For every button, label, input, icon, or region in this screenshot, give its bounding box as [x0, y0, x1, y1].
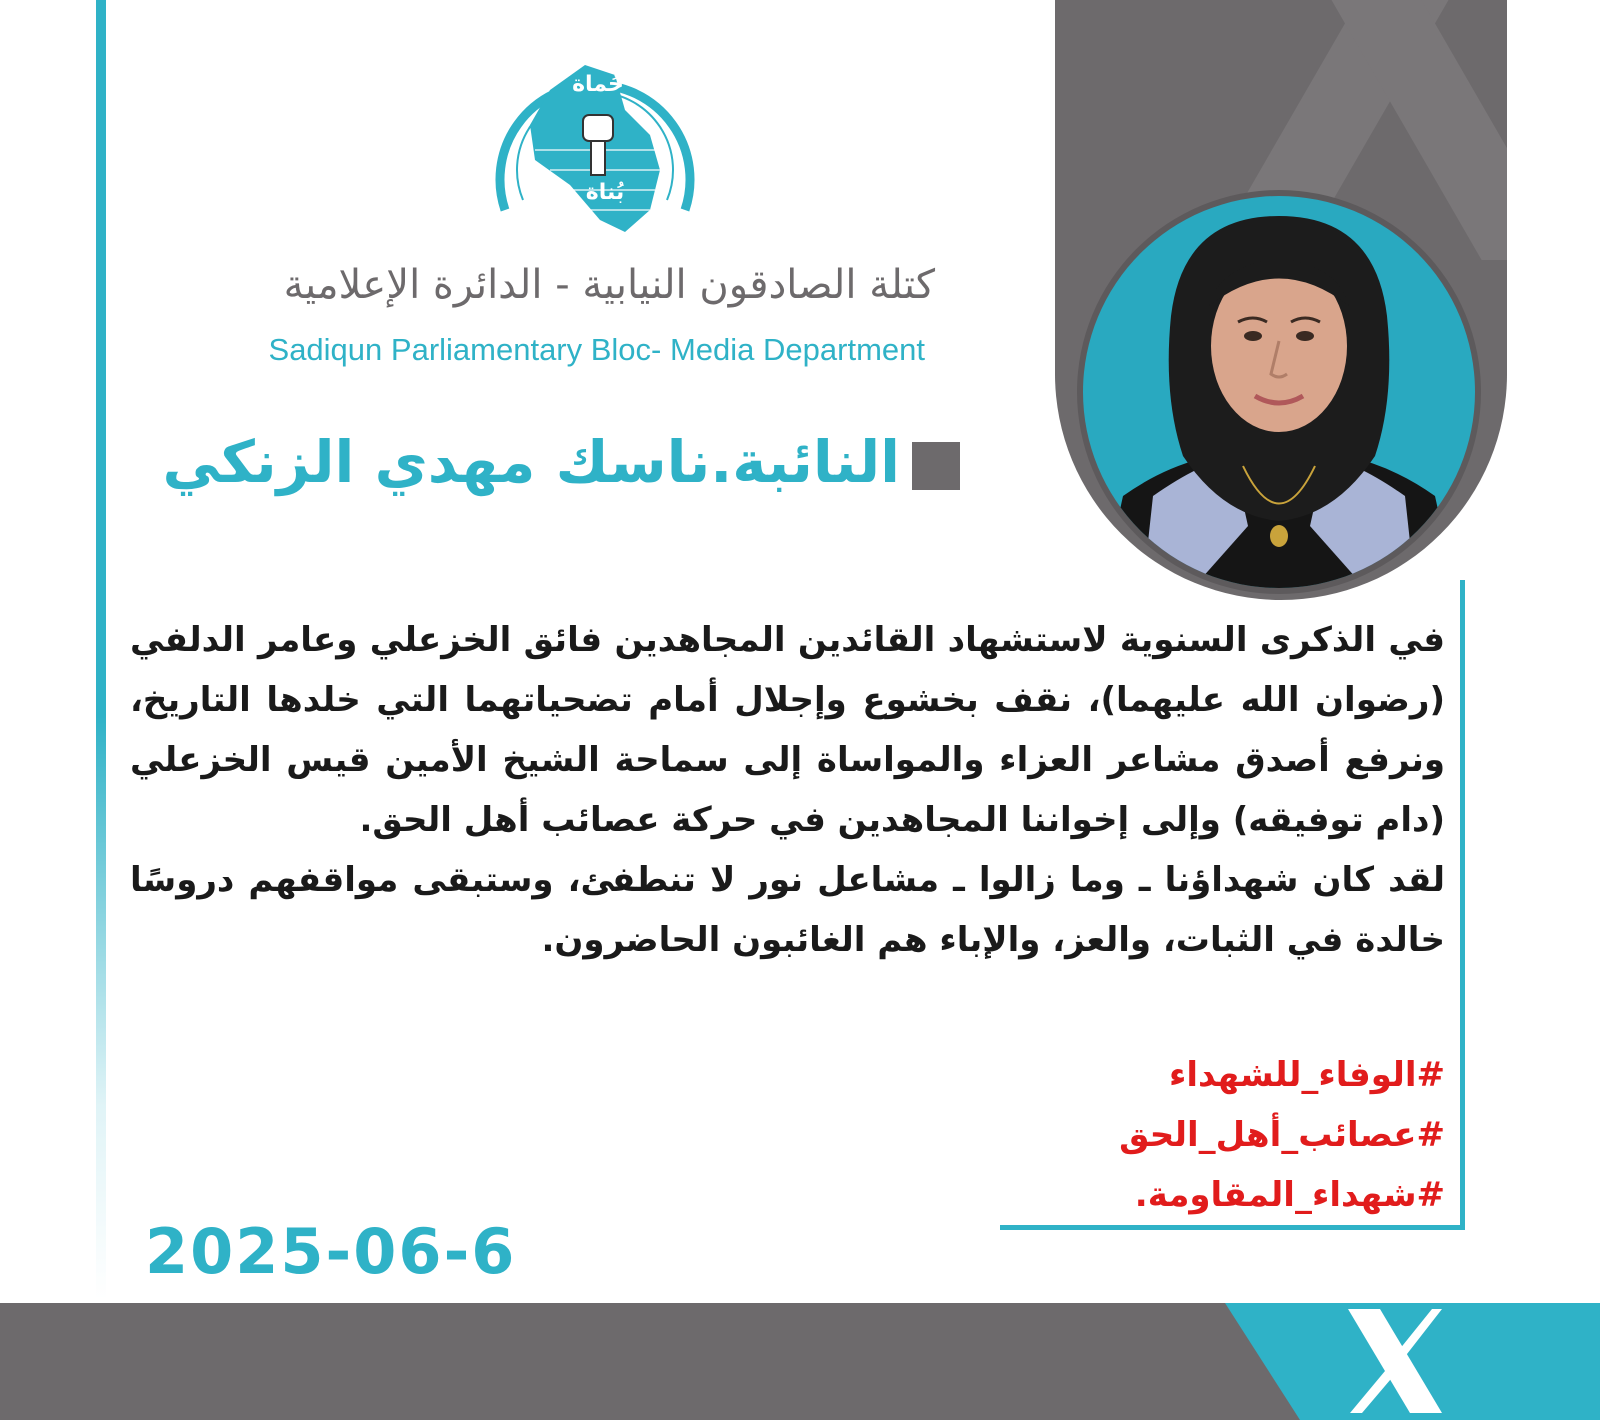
text-box-frame-horizontal	[1000, 1225, 1465, 1230]
portrait-illustration	[1083, 196, 1475, 588]
logo-emblem	[475, 20, 715, 245]
hashtag[interactable]: #عصائب_أهل_الحق	[1119, 1115, 1445, 1155]
hashtag[interactable]: #شهداء_المقاومة.	[1134, 1175, 1445, 1215]
logo-text-main: حُماة	[572, 72, 624, 97]
hashtags	[700, 1045, 1445, 1225]
bloc-english-title: Sadiqun Parliamentary Bloc- Media Department	[268, 332, 925, 367]
post-date: 2025-06-6	[145, 1215, 517, 1288]
bloc-arabic-title: كتلة الصادقون النيابية - الدائرة الإعلامية	[283, 262, 935, 308]
text-box-frame-vertical	[1460, 580, 1465, 1230]
statement-paragraph: في الذكرى السنوية لاستشهاد القائدين المجاهدين فائق الخزعلي وعامر الدلفي (رضوان الله عليهما)، نقف بخشوع وإجلال أمام تضحياتهما التي خلدها التاريخ، ونرفع أصدق مشاعر العزاء والمواساة إلى سماحة الشيخ الأمين قيس الخزعلي (دام توفيقه) وإلى إخواننا المجاهدين في حركة عصائب أهل الحق.	[130, 620, 1445, 840]
logo-text-bottom: بُناة	[585, 180, 625, 205]
left-accent-bar	[96, 0, 106, 1300]
x-logo-icon[interactable]	[1340, 1305, 1450, 1417]
logo	[475, 20, 715, 245]
portrait-photo	[1083, 196, 1475, 588]
statement-body	[130, 610, 1445, 970]
hashtag[interactable]: #الوفاء_للشهداء	[1168, 1055, 1445, 1095]
title-square-icon	[912, 442, 960, 490]
statement-paragraph: لقد كان شهداؤنا ـ وما زالوا ـ مشاعل نور لا تنطفئ، وستبقى مواقفهم دروسًا خالدة في الثبات، والعز، والإباء هم الغائبون الحاضرون.	[130, 860, 1445, 960]
person-name: النائبة.ناسك مهدي الزنكي	[162, 428, 900, 496]
person-title-row	[110, 428, 960, 508]
